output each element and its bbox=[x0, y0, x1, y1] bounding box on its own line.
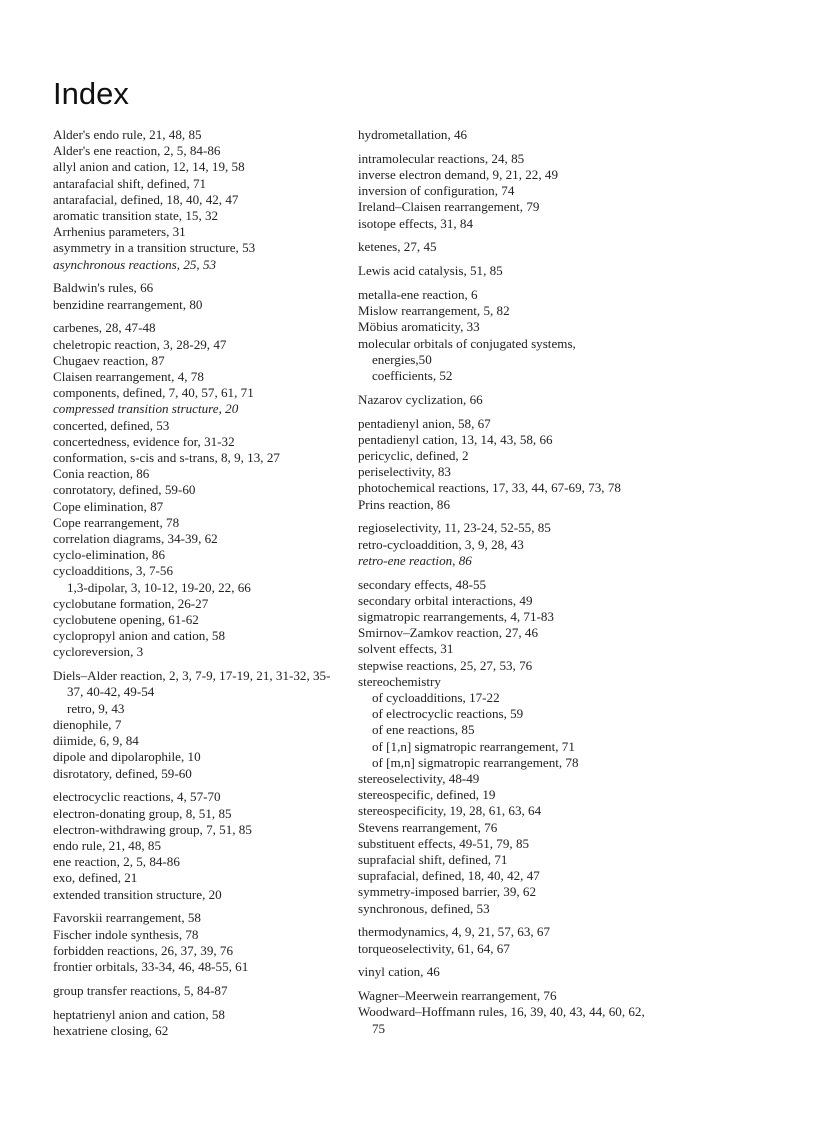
index-group-r bbox=[358, 520, 658, 569]
index-entry: cyclobutene opening, 61-62 bbox=[53, 612, 199, 628]
index-entry: correlation diagrams, 34-39, 62 bbox=[53, 531, 218, 547]
index-entry: components, defined, 7, 40, 57, 61, 71 bbox=[53, 385, 254, 401]
index-entry: group transfer reactions, 5, 84-87 bbox=[53, 982, 228, 998]
index-entry: pentadienyl cation, 13, 14, 43, 58, 66 bbox=[358, 431, 553, 447]
index-subentry: 1,3-dipolar, 3, 10-12, 19-20, 22, 66 bbox=[67, 579, 251, 595]
index-subentry: retro, 9, 43 bbox=[67, 700, 125, 716]
index-entry: sigmatropic rearrangements, 4, 71-83 bbox=[358, 609, 554, 625]
index-entry: dipole and dipolarophile, 10 bbox=[53, 749, 201, 765]
index-entry: conrotatory, defined, 59-60 bbox=[53, 482, 196, 498]
index-entry: hexatriene closing, 62 bbox=[53, 1022, 169, 1038]
index-entry: cyclo-elimination, 86 bbox=[53, 547, 165, 563]
index-entry: ketenes, 27, 45 bbox=[358, 239, 437, 255]
index-group-w bbox=[358, 988, 658, 1037]
index-entry: thermodynamics, 4, 9, 21, 57, 63, 67 bbox=[358, 924, 551, 940]
index-group-m bbox=[358, 287, 658, 384]
index-entry: extended transition structure, 20 bbox=[53, 886, 222, 902]
index-group-e bbox=[53, 789, 338, 902]
index-group-s bbox=[358, 577, 658, 917]
index-entry: antarafacial, defined, 18, 40, 42, 47 bbox=[53, 191, 239, 207]
index-group-n bbox=[358, 392, 658, 408]
index-entry: carbenes, 28, 47-48 bbox=[53, 320, 156, 336]
index-group-g bbox=[53, 983, 338, 999]
index-entry: Smirnov–Zamkov reaction, 27, 46 bbox=[358, 625, 539, 641]
index-entry: Fischer indole synthesis, 78 bbox=[53, 926, 199, 942]
index-subentry: of electrocyclic reactions, 59 bbox=[372, 706, 524, 722]
index-group-h bbox=[53, 1007, 338, 1039]
index-entry: secondary effects, 48-55 bbox=[358, 576, 487, 592]
index-entry: asynchronous reactions, 25, 53 bbox=[53, 256, 217, 272]
index-entry: asymmetry in a transition structure, 53 bbox=[53, 240, 256, 256]
index-entry: electron-withdrawing group, 7, 51, 85 bbox=[53, 821, 252, 837]
index-group-b bbox=[53, 280, 338, 312]
index-entry: stereospecificity, 19, 28, 61, 63, 64 bbox=[358, 803, 542, 819]
index-entry: Favorskii rearrangement, 58 bbox=[53, 910, 201, 926]
index-entry: benzidine rearrangement, 80 bbox=[53, 296, 203, 312]
index-entry: suprafacial, defined, 18, 40, 42, 47 bbox=[358, 868, 540, 884]
index-entry: allyl anion and cation, 12, 14, 19, 58 bbox=[53, 159, 245, 175]
index-entry: Conia reaction, 86 bbox=[53, 466, 150, 482]
index-entry: Ireland–Claisen rearrangement, 79 bbox=[358, 199, 540, 215]
index-entry: retro-cycloaddition, 3, 9, 28, 43 bbox=[358, 536, 524, 552]
index-entry: concertedness, evidence for, 31-32 bbox=[53, 433, 235, 449]
index-entry: stepwise reactions, 25, 27, 53, 76 bbox=[358, 657, 533, 673]
index-entry: Claisen rearrangement, 4, 78 bbox=[53, 369, 204, 385]
index-entry: Möbius aromaticity, 33 bbox=[358, 319, 480, 335]
index-entry: cheletropic reaction, 3, 28-29, 47 bbox=[53, 336, 227, 352]
index-entry: conformation, s-cis and s-trans, 8, 9, 13, 27 bbox=[53, 450, 280, 466]
index-group-c bbox=[53, 320, 338, 660]
index-entry: forbidden reactions, 26, 37, 39, 76 bbox=[53, 942, 234, 958]
index-entry: concerted, defined, 53 bbox=[53, 417, 170, 433]
index-group-a bbox=[53, 127, 338, 273]
index-entry: Lewis acid catalysis, 51, 85 bbox=[358, 263, 503, 279]
index-entry: symmetry-imposed barrier, 39, 62 bbox=[358, 884, 537, 900]
index-subentry: of [1,n] sigmatropic rearrangement, 71 bbox=[372, 738, 575, 754]
index-entry: cyclopropyl anion and cation, 58 bbox=[53, 628, 225, 644]
index-entry: dienophile, 7 bbox=[53, 716, 122, 732]
index-entry: Alder's ene reaction, 2, 5, 84-86 bbox=[53, 143, 221, 159]
index-entry: Baldwin's rules, 66 bbox=[53, 280, 154, 296]
index-group-f bbox=[53, 910, 338, 975]
index-entry: ene reaction, 2, 5, 84-86 bbox=[53, 854, 180, 870]
index-group-v bbox=[358, 964, 658, 980]
index-entry: cycloadditions, 3, 7-56 bbox=[53, 563, 174, 579]
index-entry: stereoselectivity, 48-49 bbox=[358, 771, 480, 787]
index-entry: inverse electron demand, 9, 21, 22, 49 bbox=[358, 167, 558, 182]
index-entry: endo rule, 21, 48, 85 bbox=[53, 837, 162, 853]
index-entry: Cope rearrangement, 78 bbox=[53, 514, 180, 530]
index-group-t bbox=[358, 924, 658, 956]
index-entry: Chugaev reaction, 87 bbox=[53, 352, 165, 368]
index-group-p bbox=[358, 416, 658, 513]
index-group-d bbox=[53, 668, 338, 781]
index-entry: electrocyclic reactions, 4, 57-70 bbox=[53, 789, 221, 805]
index-entry: cycloreversion, 3 bbox=[53, 644, 144, 660]
index-entry: Prins reaction, 86 bbox=[358, 496, 451, 512]
index-entry: substituent effects, 49-51, 79, 85 bbox=[358, 835, 530, 851]
index-entry: photochemical reactions, 17, 33, 44, 67-69, 73, 78 bbox=[358, 480, 621, 496]
index-entry: stereochemistry bbox=[358, 673, 441, 689]
index-subentry: of ene reactions, 85 bbox=[372, 722, 475, 738]
index-entry: vinyl cation, 46 bbox=[358, 964, 440, 980]
index-entry: synchronous, defined, 53 bbox=[358, 900, 490, 916]
index-subentry: of cycloadditions, 17-22 bbox=[372, 690, 500, 706]
index-entry: isotope effects, 31, 84 bbox=[358, 215, 474, 231]
index-entry: disrotatory, defined, 59-60 bbox=[53, 765, 192, 781]
index-entry: hydrometallation, 46 bbox=[358, 127, 468, 142]
index-entry: secondary orbital interactions, 49 bbox=[358, 592, 533, 608]
index-entry: exo, defined, 21 bbox=[53, 870, 138, 886]
index-entry: molecular orbitals of conjugated systems, bbox=[358, 335, 576, 351]
index-entry: cyclobutane formation, 26-27 bbox=[53, 595, 209, 611]
index-entry: suprafacial shift, defined, 71 bbox=[358, 852, 508, 868]
index-entry: Mislow rearrangement, 5, 82 bbox=[358, 303, 510, 319]
page-title: Index bbox=[53, 76, 129, 111]
index-entry: Wagner–Meerwein rearrangement, 76 bbox=[358, 988, 557, 1004]
index-subentry: coefficients, 52 bbox=[372, 368, 453, 384]
index-group-k bbox=[358, 239, 658, 255]
index-entry: Cope elimination, 87 bbox=[53, 498, 164, 514]
index-entry: retro-ene reaction, 86 bbox=[358, 552, 472, 568]
index-entry: diimide, 6, 9, 84 bbox=[53, 733, 139, 749]
index-column-left bbox=[53, 127, 338, 1047]
index-entry: antarafacial shift, defined, 71 bbox=[53, 175, 207, 191]
index-entry: Alder's endo rule, 21, 48, 85 bbox=[53, 127, 202, 142]
index-entry: solvent effects, 31 bbox=[358, 641, 454, 657]
index-entry: pentadienyl anion, 58, 67 bbox=[358, 415, 491, 431]
index-entry: Stevens rearrangement, 76 bbox=[358, 819, 498, 835]
index-entry: regioselectivity, 11, 23-24, 52-55, 85 bbox=[358, 520, 551, 536]
index-column-right bbox=[358, 127, 658, 1044]
index-entry: stereospecific, defined, 19 bbox=[358, 787, 496, 803]
index-entry: pericyclic, defined, 2 bbox=[358, 448, 469, 464]
index-entry: compressed transition structure, 20 bbox=[53, 401, 239, 417]
index-entry: Nazarov cyclization, 66 bbox=[358, 391, 483, 407]
index-entry: frontier orbitals, 33-34, 46, 48-55, 61 bbox=[53, 958, 249, 974]
index-entry: inversion of configuration, 74 bbox=[358, 183, 515, 199]
index-entry: Diels–Alder reaction, 2, 3, 7-9, 17-19, 21, 31-32, 35-37, 40-42, 49-54 bbox=[53, 668, 331, 700]
index-group-l bbox=[358, 263, 658, 279]
index-entry: electron-donating group, 8, 51, 85 bbox=[53, 805, 232, 821]
index-subentry: energies,50 bbox=[372, 351, 432, 367]
index-entry: intramolecular reactions, 24, 85 bbox=[358, 150, 525, 166]
index-entry: aromatic transition state, 15, 32 bbox=[53, 208, 219, 224]
index-entry: metalla-ene reaction, 6 bbox=[358, 287, 478, 302]
index-entry: periselectivity, 83 bbox=[358, 464, 451, 480]
index-entry: torqueoselectivity, 61, 64, 67 bbox=[358, 940, 510, 956]
index-group-i bbox=[358, 151, 658, 232]
index-entry: heptatrienyl anion and cation, 58 bbox=[53, 1006, 225, 1022]
index-subentry: of [m,n] sigmatropic rearrangement, 78 bbox=[372, 754, 579, 770]
index-group-h-cont bbox=[358, 127, 658, 143]
index-entry: Arrhenius parameters, 31 bbox=[53, 224, 186, 240]
index-entry: Woodward–Hoffmann rules, 16, 39, 40, 43, 44, 60, 62, 75 bbox=[358, 1004, 645, 1036]
